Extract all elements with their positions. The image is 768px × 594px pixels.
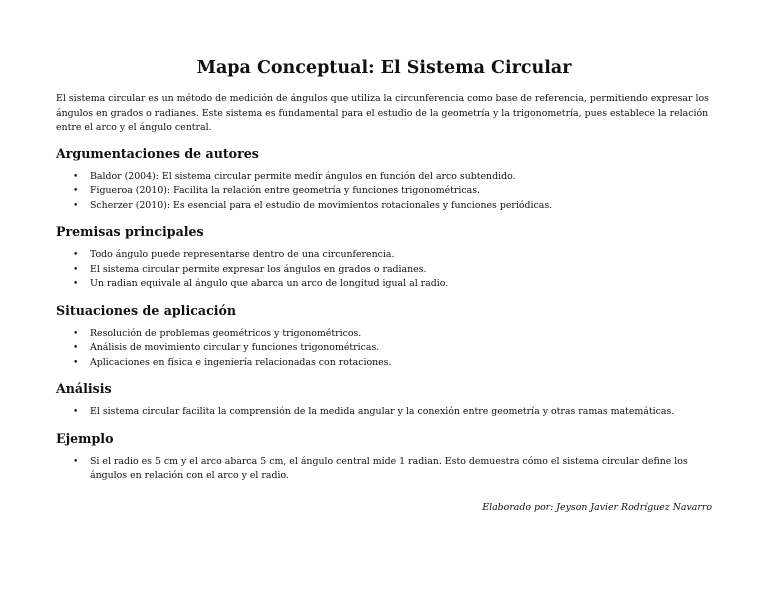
- bullet-icon: •: [73, 456, 79, 467]
- section-heading-ejemplo: Ejemplo: [56, 430, 114, 446]
- list-item: • El sistema circular permite expresar los ángulos en grados o radianes.: [90, 263, 712, 278]
- list-premisas: [56, 248, 712, 292]
- list-item: • Resolución de problemas geométricos y trigonométricos.: [90, 327, 712, 342]
- bullet-icon: •: [73, 264, 79, 275]
- section-heading-situaciones: Situaciones de aplicación: [56, 302, 237, 318]
- list-analisis: [56, 405, 712, 420]
- bullet-icon: •: [73, 407, 79, 417]
- author-credit: Elaborado por: Jeyson Javier Rodríguez Navarro: [482, 501, 712, 513]
- bullet-icon: •: [73, 171, 79, 182]
- bullet-icon: •: [73, 250, 79, 260]
- list-item: • Aplicaciones en física e ingeniería relacionadas con rotaciones.: [90, 356, 712, 371]
- list-argumentaciones: [56, 170, 712, 214]
- section-heading-premisas: Premisas principales: [56, 224, 204, 239]
- intro-paragraph: El sistema circular es un método de medición de ángulos que utiliza la circunferencia como base de referencia, permitiendo expresar los ángulos en grados o radianes. Este sistema es fundamental para el estudio de la geometría y la trigonometría, pues establece la relación entre el arco y el ángulo central.: [56, 93, 709, 133]
- section-heading-analisis: Análisis: [56, 381, 112, 396]
- page-title: Mapa Conceptual: El Sistema Circular: [196, 58, 572, 78]
- bullet-icon: •: [73, 279, 79, 289]
- list-situaciones: [56, 327, 712, 371]
- bullet-icon: •: [73, 328, 79, 339]
- list-item: • Baldor (2004): El sistema circular permite medir ángulos en función del arco subtendido.: [90, 170, 712, 185]
- list-item: • Figueroa (2010): Facilita la relación entre geometría y funciones trigonométricas.: [90, 184, 712, 199]
- bullet-icon: •: [73, 186, 79, 196]
- list-item: • Un radian equivale al ángulo que abarca un arco de longitud igual al radio.: [90, 277, 712, 292]
- list-item: • Scherzer (2010): Es esencial para el estudio de movimientos rotacionales y funciones periódicas.: [90, 199, 712, 214]
- list-item: • Todo ángulo puede representarse dentro de una circunferencia.: [90, 248, 712, 263]
- bullet-icon: •: [73, 357, 79, 368]
- section-heading-argumentaciones: Argumentaciones de autores: [56, 145, 259, 161]
- bullet-icon: •: [73, 200, 79, 211]
- bullet-icon: •: [73, 343, 79, 353]
- list-item: • El sistema circular facilita la comprensión de la medida angular y la conexión entre geometría y otras ramas matemáticas.: [90, 405, 712, 420]
- list-item: • Si el radio es 5 cm y el arco abarca 5 cm, el ángulo central mide 1 radian. Esto demuestra cómo el sistema circular define los ángulos en relación con el arco y el radio.: [73, 455, 688, 481]
- list-ejemplo: [56, 455, 712, 484]
- list-item: • Análisis de movimiento circular y funciones trigonométricas.: [90, 341, 712, 356]
